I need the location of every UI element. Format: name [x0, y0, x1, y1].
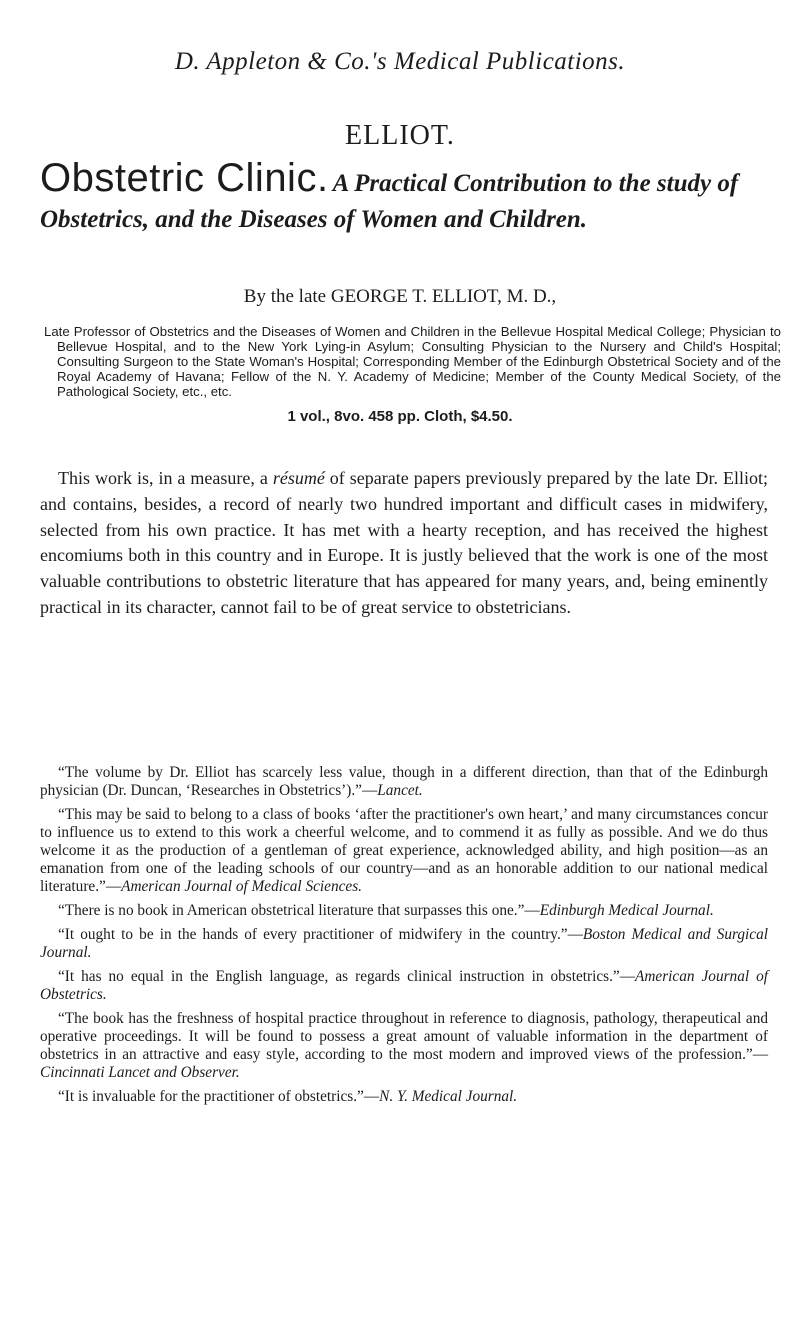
review-text: “The book has the freshness of hospital practice throughout in reference to diagnosis, pathology, therapeutical and operative proceedings. It will be found to possess a great amount of valuable information in the department of obstetrics in an attractive and easy style, according to the most modern and improved views of the profession.”— — [40, 1010, 768, 1063]
review-source: American Journal of Medical Sciences. — [121, 878, 362, 895]
review-quote — [40, 1010, 768, 1082]
review-text: “It has no equal in the English language, as regards clinical instruction in obstetrics.”— — [58, 968, 636, 985]
description-text-end: of separate papers previously prepared by the late Dr. Elliot; and contains, besides, a record of nearly two hundred important and difficult cases in midwifery, selected from his own practice. It has met with a hearty reception, and has received the highest encomiums both in this country and in Europe. It is justly believed that the work is one of the most valuable contributions to obstetric literature that has appeared for many years, and, being eminently practical in its character, cannot fail to be of great service to obstetricians. — [40, 468, 768, 617]
reviews-list — [40, 764, 768, 1112]
review-source: Cincinnati Lancet and Observer. — [40, 1064, 240, 1081]
review-source: Boston Medical and Surgical Journal. — [40, 926, 768, 961]
byline: By the late GEORGE T. ELLIOT, M. D., — [243, 286, 557, 307]
description-emphasis: résumé — [272, 468, 325, 488]
review-text: “The volume by Dr. Elliot has scarcely less value, though in a different direction, than that of the Edinburgh physician (Dr. Duncan, ‘Researches in Obstetrics’).”— — [40, 764, 768, 799]
review-quote — [40, 1088, 768, 1106]
review-source: N. Y. Medical Journal. — [379, 1088, 518, 1105]
format-price: 1 vol., 8vo. 458 pp. Cloth, $4.50. — [287, 408, 513, 425]
review-text: “It ought to be in the hands of every practitioner of midwifery in the country.”— — [58, 926, 583, 943]
review-source: Edinburgh Medical Journal. — [539, 902, 714, 919]
review-quote — [40, 806, 768, 896]
review-text: “There is no book in American obstetrical literature that surpasses this one.”— — [58, 902, 540, 919]
review-quote — [40, 968, 768, 1004]
book-title-block — [40, 156, 770, 239]
review-quote — [40, 902, 768, 920]
review-text: “This may be said to belong to a class of books ‘after the practitioner's own heart,’ and many circumstances concur to influence us to extend to this work a cheerful welcome, and to commend it as fully as possible. And we do thus welcome it as the production of a gentleman of great experience, acknowledged ability, and high position—as an emanation from one of the leading schools of our country—and as an honorable addition to our national medical literature.”— — [40, 806, 768, 895]
review-quote — [40, 764, 768, 800]
publisher-header: D. Appleton & Co.'s Medical Publications. — [174, 48, 626, 75]
book-title: Obstetric Clinic. — [40, 156, 329, 200]
book-description — [40, 466, 768, 621]
book-subtitle: A Practical Contribution to the study of Obstetrics, and the Diseases of Women and Children. — [40, 170, 739, 233]
review-text: “It is invaluable for the practitioner of obstetrics.”— — [58, 1088, 380, 1105]
review-source: American Journal of Obstetrics. — [40, 968, 768, 1003]
review-quote — [40, 926, 768, 962]
author-heading: ELLIOT. — [345, 120, 455, 151]
author-credentials: Late Professor of Obstetrics and the Diseases of Women and Children in the Bellevue Hospital Medical College; Physician to Bellevue Hospital, and to the New York Lying-in Asylum; Consulting Physician to the Nursery and Child's Hospital; Consulting Surgeon to the State Woman's Hospital; Corresponding Member of the Edinburgh Obstetrical Society and of the Royal Academy of Havana; Fellow of the N. Y. Academy of Medicine; Member of the County Medical Society, of the Pathological Society, etc., etc. — [44, 324, 781, 399]
review-source: Lancet. — [377, 782, 423, 799]
description-text-start: This work is, in a measure, a — [58, 468, 273, 488]
